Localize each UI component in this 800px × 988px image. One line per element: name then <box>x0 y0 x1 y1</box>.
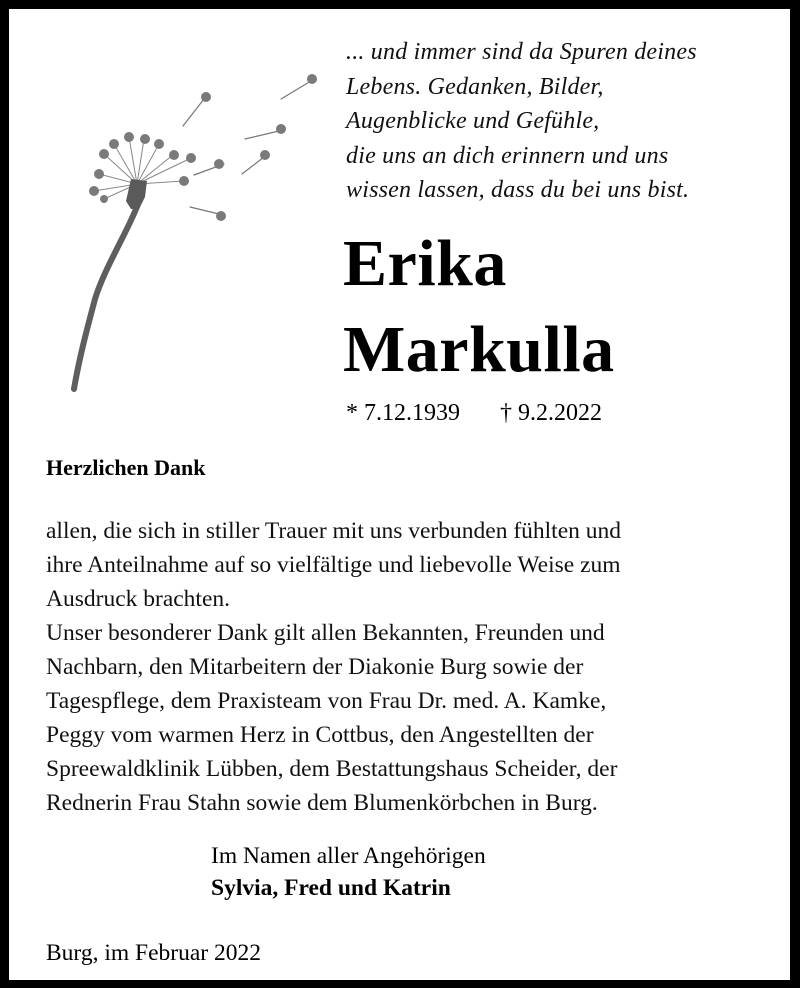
message-line: Unser besonderer Dank gilt allen Bekannten, Freunden und <box>46 620 605 646</box>
thanks-heading: Herzlichen Dank <box>46 455 206 480</box>
thanks-message <box>46 514 621 820</box>
dandelion-icon <box>59 59 339 399</box>
last-name: Markulla <box>343 313 615 386</box>
poem <box>346 35 697 208</box>
message-line: allen, die sich in stiller Trauer mit uns verbunden fühlten und <box>46 518 622 544</box>
poem-line: Lebens. Gedanken, Bilder, <box>346 73 604 100</box>
death-date: † 9.2.2022 <box>500 400 602 426</box>
message-line: Ausdruck brachten. <box>46 586 231 612</box>
message-line: Peggy vom warmen Herz in Cottbus, den Angestellten der <box>46 722 594 748</box>
message-line: Nachbarn, den Mitarbeitern der Diakonie Burg sowie der <box>46 654 584 680</box>
poem-line: ... und immer sind da Spuren deines <box>346 39 697 65</box>
message-line: Tagespflege, dem Praxisteam von Frau Dr. med. A. Kamke, <box>46 688 607 714</box>
poem-line: wissen lassen, dass du bei uns bist. <box>346 177 690 203</box>
message-line: Spreewaldklinik Lübben, dem Bestattungshaus Scheider, der <box>46 756 618 782</box>
deceased-name <box>343 221 615 393</box>
place-date: Burg, im Februar 2022 <box>46 940 261 966</box>
obituary-card <box>9 9 790 980</box>
signature <box>211 840 486 904</box>
poem-line: Augenblicke und Gefühle, <box>346 108 600 134</box>
poem-line: die uns an dich erinnern und uns <box>346 142 669 169</box>
signature-intro: Im Namen aller Angehörigen <box>211 843 486 869</box>
message-line: ihre Anteilnahme auf so vielfältige und liebevolle Weise zum <box>46 552 621 578</box>
life-dates <box>346 398 602 428</box>
birth-date: * 7.12.1939 <box>346 400 460 426</box>
message-line: Rednerin Frau Stahn sowie dem Blumenkörbchen in Burg. <box>46 790 598 816</box>
signature-names: Sylvia, Fred und Katrin <box>211 875 451 901</box>
first-name: Erika <box>343 227 507 300</box>
